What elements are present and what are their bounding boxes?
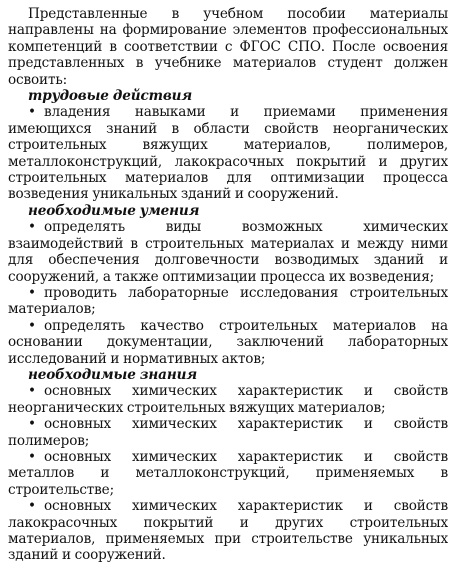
- section-heading-labor-actions: трудовые действия: [28, 88, 193, 105]
- list-item-text: владения навыками и приемами применения имеющихся знаний в области свойств неорганических строительных вяжущих материалов, полимеров, металлоконструкций, лакокрасочных покрытий и других строительных материалов для оптимизации процесса возведения уникальных зданий и сооружений.: [8, 104, 448, 203]
- list-item: [8, 416, 448, 449]
- list-item: [8, 318, 448, 367]
- list-item-text: основных химических характеристик и свойств полимеров;: [8, 416, 448, 449]
- intro-paragraph: Представленные в учебном пособии материалы направлены на формирование элементов профессиональных компетенций в соответствии с ФГОС СПО. После освоения представленных в учебнике материалов студент должен освоить:: [8, 6, 448, 88]
- list-item-text: основных химических характеристик и свойств неорганических строительных вяжущих материалов;: [8, 383, 448, 416]
- list-item-text: основных химических характеристик и свойств лакокрасочных покрытий и других строительных материалов, применяемых при строительстве уникальных зданий и сооружений.: [8, 498, 448, 564]
- list-item: [8, 104, 448, 202]
- list-item-text: проводить лабораторные исследования строительных материалов;: [8, 284, 448, 318]
- bullet-icon: •: [28, 317, 36, 334]
- list-item: [8, 449, 448, 498]
- list-item-text: определять качество строительных материалов на основании документации, заключений лабораторных исследований и нормативных актов;: [8, 317, 448, 367]
- bullet-icon: •: [28, 448, 36, 465]
- list-item: [8, 383, 448, 416]
- bullet-icon: •: [28, 104, 36, 121]
- bullet-icon: •: [28, 383, 36, 400]
- list-item: [8, 285, 448, 318]
- bullet-icon: •: [28, 416, 36, 433]
- list-item-text: основных химических характеристик и свойств металлов и металлоконструкций, применяемых в строительстве;: [8, 448, 448, 498]
- bullet-icon: •: [28, 284, 36, 301]
- section-heading-required-skills: необходимые умения: [28, 202, 200, 219]
- document-page: [8, 6, 448, 564]
- list-item-text: определять виды возможных химических взаимодействий в строительных материалах и между ними для обеспечения долговечности возводимых зданий и сооружений, а также оптимизации процесса их возведения;: [8, 219, 448, 285]
- list-item: [8, 219, 448, 285]
- section-heading-required-knowledge: необходимые знания: [28, 366, 197, 383]
- bullet-icon: •: [28, 498, 36, 515]
- bullet-icon: •: [28, 219, 36, 236]
- list-item: [8, 498, 448, 564]
